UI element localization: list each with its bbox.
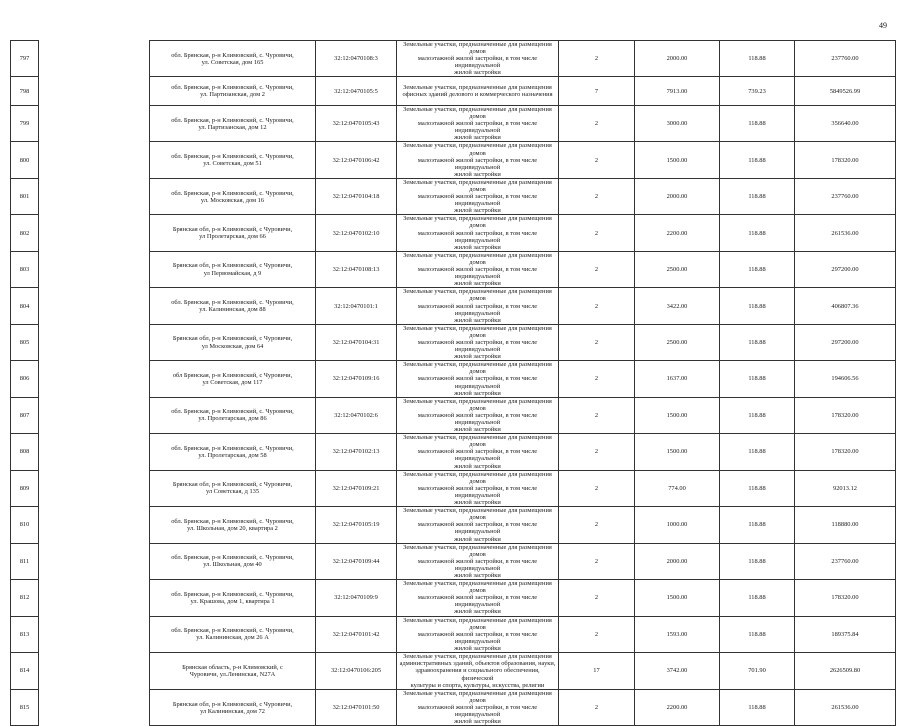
cell-text-line: Брянская обл, р-н Климовский, с Чуровичи, — [172, 262, 293, 270]
table-row — [11, 434, 896, 470]
land-use-cell — [397, 251, 559, 287]
cadastral-value-cell: 356640.00 — [795, 105, 896, 141]
land-use-cell — [397, 361, 559, 397]
cell-text-line: жилой застройки — [454, 207, 501, 215]
cell-text-line: ул. Пролетарская, дом 58 — [198, 451, 267, 459]
area-cell: 3000.00 — [635, 105, 720, 141]
cadastral-value-cell: 261536.00 — [795, 215, 896, 251]
row-number-cell: 799 — [11, 105, 39, 141]
cell-text-line: ул. Крашова, дом 1, квартира 1 — [190, 597, 275, 605]
cadastral-value-cell: 2626509.80 — [795, 653, 896, 690]
specific-value-cell: 118.88 — [720, 251, 795, 287]
area-cell: 1593.00 — [635, 616, 720, 652]
land-use-cell — [397, 580, 559, 616]
row-number-cell: 808 — [11, 434, 39, 470]
group-cell: 2 — [559, 361, 635, 397]
cadastral-number-cell: 32:12:0470109:16 — [316, 361, 397, 397]
address-cell — [150, 653, 316, 690]
cell-text-line: Земельные участки, предназначенные для размещения домов — [403, 397, 552, 412]
cadastral-value-cell: 194606.56 — [795, 361, 896, 397]
cadastral-number-cell: 32:12:0470105:19 — [316, 507, 397, 543]
cell-text-line: Земельные участки, предназначенные для размещения домов — [403, 543, 552, 558]
cell-text-line: малоэтажной жилой застройки, в том числе индивидуальной — [417, 156, 538, 171]
specific-value-cell: 118.88 — [720, 690, 795, 726]
table-row — [11, 653, 896, 690]
area-cell: 1637.00 — [635, 361, 720, 397]
row-number-cell: 810 — [11, 507, 39, 543]
cell-text-line: малоэтажной жилой застройки, в том числе индивидуальной — [417, 375, 538, 390]
empty-cell — [39, 616, 150, 652]
area-cell: 774.00 — [635, 470, 720, 506]
cadastral-value-cell: 118880.00 — [795, 507, 896, 543]
cadastral-number-cell: 32:12:0470102:10 — [316, 215, 397, 251]
land-use-cell — [397, 397, 559, 433]
table-row — [11, 215, 896, 251]
cadastral-value-cell: 406807.36 — [795, 288, 896, 324]
specific-value-cell: 118.88 — [720, 288, 795, 324]
cell-text-line: обл. Брянская, р-н Климовский, с. Чуровичи, — [171, 298, 294, 306]
address-cell — [150, 324, 316, 360]
cell-text-line: жилой застройки — [454, 389, 501, 397]
cell-text-line: обл. Брянская, р-н Климовский, с. Чуровичи, — [171, 554, 294, 562]
cell-text-line: обл Брянская, р-н Климовский, с Чуровичи, — [172, 371, 293, 379]
area-cell: 2000.00 — [635, 178, 720, 214]
row-number-cell: 800 — [11, 142, 39, 178]
row-number-cell: 801 — [11, 178, 39, 214]
group-cell: 2 — [559, 324, 635, 360]
land-use-cell — [397, 543, 559, 579]
table-row — [11, 142, 896, 178]
specific-value-cell: 118.88 — [720, 470, 795, 506]
land-use-cell — [397, 178, 559, 214]
cell-text-line: ул. Партизанская, дом 2 — [200, 91, 265, 99]
land-use-cell — [397, 616, 559, 652]
land-use-cell — [397, 105, 559, 141]
cell-text-line: Земельные участки, предназначенные для размещения домов — [403, 434, 552, 449]
cell-text-line: малоэтажной жилой застройки, в том числе индивидуальной — [417, 594, 538, 609]
empty-cell — [39, 105, 150, 141]
cadastral-number-cell: 32:12:0470101:42 — [316, 616, 397, 652]
empty-cell — [39, 324, 150, 360]
address-cell — [150, 215, 316, 251]
empty-cell — [39, 653, 150, 690]
cadastral-number-cell: 32:12:0470102:6 — [316, 397, 397, 433]
table-row — [11, 470, 896, 506]
address-cell — [150, 580, 316, 616]
group-cell: 2 — [559, 41, 635, 77]
cadastral-value-cell: 237760.00 — [795, 41, 896, 77]
cadastral-value-cell: 178320.00 — [795, 397, 896, 433]
cell-text-line: малоэтажной жилой застройки, в том числе индивидуальной — [417, 557, 538, 572]
cell-text-line: жилой застройки — [454, 69, 501, 77]
cell-text-line: обл. Брянская, р-н Климовский, с. Чуровичи, — [171, 517, 294, 525]
specific-value-cell: 118.88 — [720, 361, 795, 397]
specific-value-cell: 118.88 — [720, 434, 795, 470]
land-use-cell — [397, 288, 559, 324]
row-number-cell: 797 — [11, 41, 39, 77]
cell-text-line: ул. Партизанская, дом 12 — [198, 123, 267, 131]
land-use-cell — [397, 77, 559, 106]
address-cell — [150, 690, 316, 726]
group-cell: 2 — [559, 507, 635, 543]
cell-text-line: обл. Брянская, р-н Климовский, с. Чуровичи, — [171, 627, 294, 635]
group-cell: 2 — [559, 215, 635, 251]
land-use-cell — [397, 690, 559, 726]
land-use-cell — [397, 653, 559, 690]
empty-cell — [39, 251, 150, 287]
empty-cell — [39, 215, 150, 251]
area-cell: 2500.00 — [635, 324, 720, 360]
cell-text-line: обл. Брянская, р-н Климовский, с. Чуровичи, — [171, 116, 294, 124]
cadastral-number-cell: 32:12:0470105:5 — [316, 77, 397, 106]
cell-text-line: жилой застройки — [454, 170, 501, 178]
cadastral-number-cell: 32:12:0470105:43 — [316, 105, 397, 141]
cell-text-line: жилой застройки — [454, 608, 501, 616]
group-cell: 2 — [559, 470, 635, 506]
cell-text-line: ул. Школьная, дом 40 — [203, 561, 262, 569]
cell-text-line: административных зданий, объектов образования, науки, — [399, 660, 556, 668]
group-cell: 2 — [559, 397, 635, 433]
group-cell: 17 — [559, 653, 635, 690]
cell-text-line: ул Первомайская, д 9 — [203, 269, 262, 277]
cadastral-number-cell: 32:12:0470109:21 — [316, 470, 397, 506]
cell-text-line: ул. Калининская, дом 88 — [199, 306, 266, 314]
empty-cell — [39, 397, 150, 433]
cell-text-line: Земельные участки, предназначенные для размещения домов — [403, 41, 552, 56]
cell-text-line: Земельные участки, предназначенные для размещения домов — [403, 215, 552, 230]
area-cell: 3742.00 — [635, 653, 720, 690]
cadastral-value-cell: 178320.00 — [795, 142, 896, 178]
cell-text-line: ул. Школьная, дом 20, квартира 2 — [187, 524, 278, 532]
cell-text-line: жилой застройки — [454, 134, 501, 142]
table-row — [11, 580, 896, 616]
cadastral-value-cell: 297200.00 — [795, 251, 896, 287]
group-cell: 7 — [559, 77, 635, 106]
row-number-cell: 807 — [11, 397, 39, 433]
empty-cell — [39, 41, 150, 77]
cell-text-line: малоэтажной жилой застройки, в том числе индивидуальной — [417, 704, 538, 719]
group-cell: 2 — [559, 251, 635, 287]
cell-text-line: жилой застройки — [454, 535, 501, 543]
cell-text-line: Земельные участки, предназначенные для размещения домов — [403, 142, 552, 157]
address-cell — [150, 41, 316, 77]
group-cell: 2 — [559, 178, 635, 214]
cell-text-line: Земельные участки, предназначенные для размещения домов — [403, 470, 552, 485]
cadastral-value-cell: 261536.00 — [795, 690, 896, 726]
row-number-cell: 798 — [11, 77, 39, 106]
cadastral-number-cell: 32:12:0470104:31 — [316, 324, 397, 360]
cell-text-line: Земельные участки, предназначенные для размещения домов — [403, 251, 552, 266]
cell-text-line: Брянская область, р-н Климовский, с — [182, 663, 283, 671]
address-cell — [150, 507, 316, 543]
cell-text-line: малоэтажной жилой застройки, в том числе индивидуальной — [417, 448, 538, 463]
specific-value-cell: 118.88 — [720, 580, 795, 616]
cell-text-line: Брянская обл, р-н Климовский, с Чуровичи, — [172, 335, 293, 343]
specific-value-cell: 118.88 — [720, 142, 795, 178]
cell-text-line: малоэтажной жилой застройки, в том числе индивидуальной — [417, 266, 538, 281]
address-cell — [150, 361, 316, 397]
address-cell — [150, 105, 316, 141]
empty-cell — [39, 288, 150, 324]
cell-text-line: малоэтажной жилой застройки, в том числе индивидуальной — [417, 302, 538, 317]
cell-text-line: обл. Брянская, р-н Климовский, с. Чуровичи, — [171, 189, 294, 197]
cell-text-line: офисных зданий делового и коммерческого назначения — [402, 91, 553, 99]
cell-text-line: ул Московская, дом 64 — [201, 342, 264, 350]
cell-text-line: малоэтажной жилой застройки, в том числе индивидуальной — [417, 338, 538, 354]
group-cell: 2 — [559, 580, 635, 616]
table-body — [11, 41, 896, 726]
cell-text-line: малоэтажной жилой застройки, в том числе индивидуальной — [417, 411, 538, 426]
cadastral-value-cell: 178320.00 — [795, 434, 896, 470]
empty-cell — [39, 178, 150, 214]
row-number-cell: 815 — [11, 690, 39, 726]
cell-text-line: жилой застройки — [454, 718, 501, 726]
cell-text-line: Земельные участки, предназначенные для размещения домов — [403, 616, 552, 631]
land-registry-table — [10, 40, 896, 726]
address-cell — [150, 251, 316, 287]
cell-text-line: жилой застройки — [454, 353, 501, 361]
specific-value-cell: 118.88 — [720, 543, 795, 579]
cadastral-value-cell: 178320.00 — [795, 580, 896, 616]
cell-text-line: здравоохранения и социального обеспечения, физической — [415, 667, 540, 682]
cell-text-line: обл. Брянская, р-н Климовский, с. Чуровичи, — [171, 153, 294, 161]
cell-text-line: Брянская обл, р-н Климовский, с Чуровичи, — [172, 481, 293, 489]
address-cell — [150, 470, 316, 506]
group-cell: 2 — [559, 690, 635, 726]
cell-text-line: ул Советская, дом 117 — [202, 378, 263, 386]
row-number-cell: 805 — [11, 324, 39, 360]
row-number-cell: 811 — [11, 543, 39, 579]
cadastral-number-cell: 32:12:0470108:13 — [316, 251, 397, 287]
cadastral-number-cell: 32:12:0470106:42 — [316, 142, 397, 178]
cell-text-line: Земельные участки, предназначенные для размещения домов — [403, 288, 552, 303]
cadastral-number-cell: 32:12:0470101:1 — [316, 288, 397, 324]
cell-text-line: жилой застройки — [454, 316, 501, 324]
specific-value-cell: 118.88 — [720, 215, 795, 251]
empty-cell — [39, 580, 150, 616]
row-number-cell: 802 — [11, 215, 39, 251]
empty-cell — [39, 142, 150, 178]
cell-text-line: ул Пролетарская, дом 66 — [199, 233, 266, 241]
cell-text-line: жилой застройки — [454, 280, 501, 288]
cell-text-line: жилой застройки — [454, 644, 501, 652]
area-cell: 2200.00 — [635, 690, 720, 726]
cadastral-value-cell: 237760.00 — [795, 543, 896, 579]
address-cell — [150, 142, 316, 178]
cell-text-line: малоэтажной жилой застройки, в том числе индивидуальной — [417, 120, 538, 135]
cadastral-number-cell: 32:12:0470104:18 — [316, 178, 397, 214]
table-row — [11, 77, 896, 106]
cell-text-line: жилой застройки — [454, 426, 501, 434]
cell-text-line: жилой застройки — [454, 571, 501, 579]
table-row — [11, 251, 896, 287]
empty-cell — [39, 543, 150, 579]
table-row — [11, 105, 896, 141]
area-cell: 7913.00 — [635, 77, 720, 106]
cadastral-number-cell: 32:12:0470101:50 — [316, 690, 397, 726]
cell-text-line: жилой застройки — [454, 462, 501, 470]
cell-text-line: ул. Советская, дом 51 — [203, 160, 262, 168]
area-cell: 2000.00 — [635, 543, 720, 579]
table-row — [11, 616, 896, 652]
group-cell: 2 — [559, 616, 635, 652]
address-cell — [150, 397, 316, 433]
cell-text-line: Земельные участки, предназначенные для размещения домов — [403, 507, 552, 522]
area-cell: 1500.00 — [635, 580, 720, 616]
specific-value-cell: 118.88 — [720, 178, 795, 214]
area-cell: 3422.00 — [635, 288, 720, 324]
cell-text-line: малоэтажной жилой застройки, в том числе индивидуальной — [417, 630, 538, 645]
row-number-cell: 814 — [11, 653, 39, 690]
row-number-cell: 806 — [11, 361, 39, 397]
cell-text-line: Чуровичи, ул.Ленинская, N27А — [189, 671, 276, 678]
table-row — [11, 690, 896, 726]
cadastral-value-cell: 189375.84 — [795, 616, 896, 652]
cell-text-line: Земельные участки, предназначенные для размещения — [403, 653, 552, 661]
cell-text-line: малоэтажной жилой застройки, в том числе индивидуальной — [417, 55, 538, 70]
area-cell: 1500.00 — [635, 142, 720, 178]
table-row — [11, 288, 896, 324]
land-use-cell — [397, 470, 559, 506]
cell-text-line: обл. Брянская, р-н Климовский, с. Чуровичи, — [171, 444, 294, 452]
area-cell: 1500.00 — [635, 397, 720, 433]
group-cell: 2 — [559, 142, 635, 178]
cadastral-value-cell: 237760.00 — [795, 178, 896, 214]
specific-value-cell: 118.88 — [720, 397, 795, 433]
specific-value-cell: 739.23 — [720, 77, 795, 106]
land-use-cell — [397, 507, 559, 543]
address-cell — [150, 77, 316, 106]
cell-text-line: малоэтажной жилой застройки, в том числе индивидуальной — [417, 484, 538, 499]
table-row — [11, 397, 896, 433]
table-row — [11, 178, 896, 214]
cell-text-line: жилой застройки — [454, 243, 501, 251]
specific-value-cell: 701.90 — [720, 653, 795, 690]
cell-text-line: малоэтажной жилой застройки, в том числе индивидуальной — [417, 229, 538, 244]
land-use-cell — [397, 324, 559, 360]
address-cell — [150, 543, 316, 579]
area-cell: 2500.00 — [635, 251, 720, 287]
cadastral-number-cell: 32:12:0470106:205 — [316, 653, 397, 690]
empty-cell — [39, 434, 150, 470]
specific-value-cell: 118.88 — [720, 324, 795, 360]
cell-text-line: Земельные участки, предназначенные для размещения домов — [403, 105, 552, 121]
table-row — [11, 543, 896, 579]
cadastral-value-cell: 297200.00 — [795, 324, 896, 360]
cell-text-line: обл. Брянская, р-н Климовский, с. Чуровичи, — [171, 408, 294, 416]
empty-cell — [39, 361, 150, 397]
group-cell: 2 — [559, 105, 635, 141]
cell-text-line: Брянская обл, р-н Климовский, с Чуровичи, — [172, 700, 293, 708]
cell-text-line: ул. Московская, дом 16 — [200, 196, 265, 204]
cell-text-line: малоэтажной жилой застройки, в том числе индивидуальной — [417, 521, 538, 536]
table-row — [11, 361, 896, 397]
land-use-cell — [397, 142, 559, 178]
empty-cell — [39, 690, 150, 726]
table-row — [11, 41, 896, 77]
cell-text-line: ул Калининская, дом 72 — [200, 707, 265, 715]
row-number-cell: 813 — [11, 616, 39, 652]
cadastral-value-cell: 92013.12 — [795, 470, 896, 506]
cell-text-line: обл. Брянская, р-н Климовский, с. Чуровичи, — [171, 84, 294, 92]
empty-cell — [39, 507, 150, 543]
specific-value-cell: 118.88 — [720, 616, 795, 652]
cell-text-line: ул. Пролетарская, дом 86 — [198, 415, 267, 423]
area-cell: 1000.00 — [635, 507, 720, 543]
group-cell: 2 — [559, 543, 635, 579]
cell-text-line: ул. Калининская, дом 26 А — [196, 634, 269, 642]
cell-text-line: ул. Советская, дом 165 — [201, 58, 264, 66]
specific-value-cell: 118.88 — [720, 105, 795, 141]
cell-text-line: обл. Брянская, р-н Климовский, с. Чуровичи, — [171, 590, 294, 598]
row-number-cell: 803 — [11, 251, 39, 287]
row-number-cell: 804 — [11, 288, 39, 324]
cadastral-number-cell: 32:12:0470108:3 — [316, 41, 397, 77]
address-cell — [150, 178, 316, 214]
cell-text-line: обл. Брянская, р-н Климовский, с. Чуровичи, — [171, 51, 294, 59]
table-row — [11, 324, 896, 360]
specific-value-cell: 118.88 — [720, 507, 795, 543]
cell-text-line: Земельные участки, предназначенные для размещения — [403, 84, 552, 92]
cell-text-line: Брянская обл, р-н Климовский, с Чуровичи, — [172, 226, 293, 234]
cadastral-number-cell: 32:12:0470109:44 — [316, 543, 397, 579]
cell-text-line: Земельные участки, предназначенные для размещения домов — [403, 690, 552, 705]
group-cell: 2 — [559, 288, 635, 324]
cadastral-number-cell: 32:12:0470102:13 — [316, 434, 397, 470]
row-number-cell: 809 — [11, 470, 39, 506]
cell-text-line: Земельные участки, предназначенные для размещения домов — [403, 178, 552, 193]
page-number: 49 — [879, 21, 887, 30]
cell-text-line: Земельные участки, предназначенные для размещения домов — [403, 580, 552, 595]
cell-text-line: ул Советская, д 135 — [205, 488, 260, 496]
area-cell: 2000.00 — [635, 41, 720, 77]
address-cell — [150, 288, 316, 324]
table-row — [11, 507, 896, 543]
land-use-cell — [397, 41, 559, 77]
cell-text-line: Земельные участки, предназначенные для размещения домов — [403, 361, 552, 376]
empty-cell — [39, 470, 150, 506]
land-use-cell — [397, 434, 559, 470]
cadastral-value-cell: 5849526.99 — [795, 77, 896, 106]
area-cell: 1500.00 — [635, 434, 720, 470]
area-cell: 2200.00 — [635, 215, 720, 251]
cell-text-line: малоэтажной жилой застройки, в том числе индивидуальной — [417, 193, 538, 208]
cadastral-number-cell: 32:12:0470109:9 — [316, 580, 397, 616]
cell-text-line: жилой застройки — [454, 499, 501, 507]
land-use-cell — [397, 215, 559, 251]
specific-value-cell: 118.88 — [720, 41, 795, 77]
address-cell — [150, 434, 316, 470]
row-number-cell: 812 — [11, 580, 39, 616]
empty-cell — [39, 77, 150, 106]
cell-text-line: культуры и спорта, культуры, искусства, религии — [410, 681, 545, 689]
cell-text-line: Земельные участки, предназначенные для размещения домов — [403, 324, 552, 339]
address-cell — [150, 616, 316, 652]
group-cell: 2 — [559, 434, 635, 470]
